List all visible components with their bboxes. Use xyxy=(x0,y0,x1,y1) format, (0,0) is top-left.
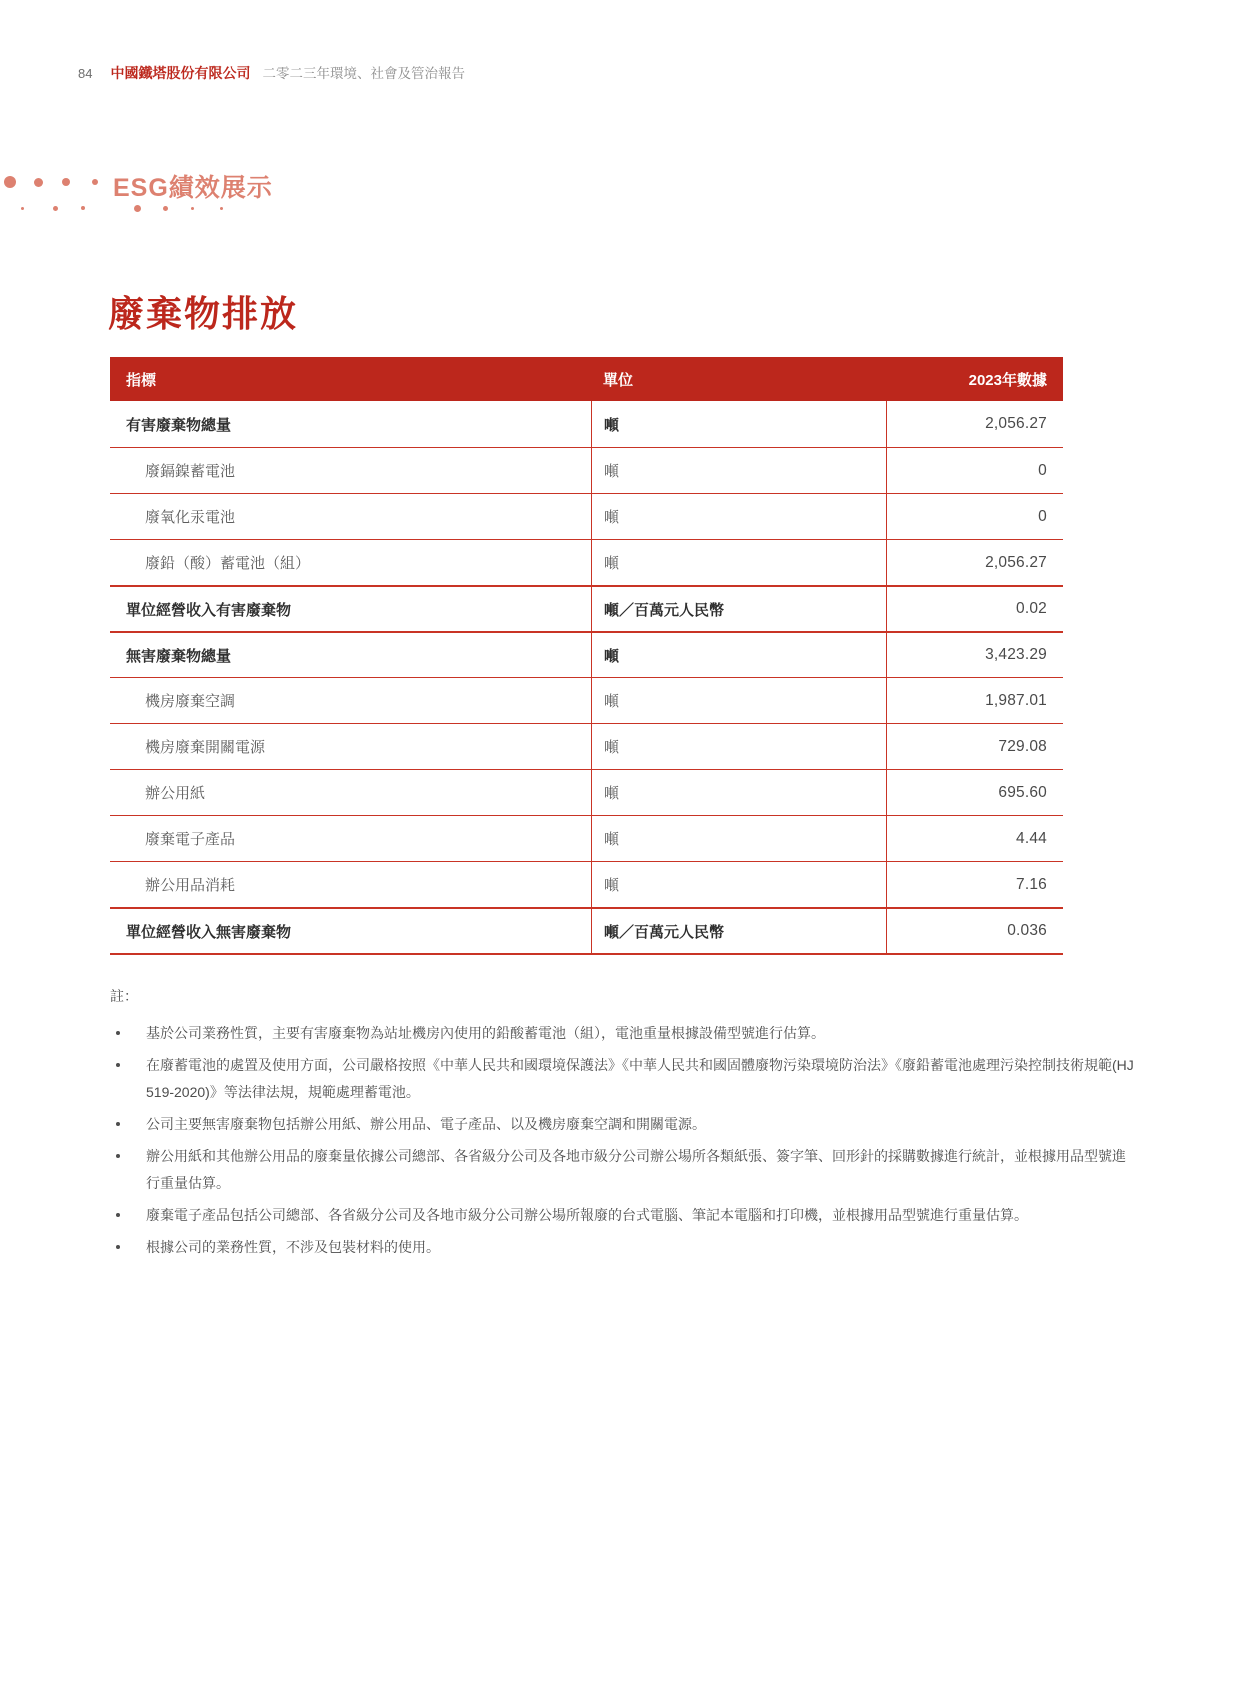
value-cell: 729.08 xyxy=(886,724,1063,769)
value-cell: 7.16 xyxy=(886,862,1063,907)
note-text: 辦公用紙和其他辦公用品的廢棄量依據公司總部、各省級分公司及各地市級分公司辦公場所各類紙張、簽字筆、回形針的採購數據進行統計，並根據用品型號進行重量估算。 xyxy=(146,1148,1126,1191)
note-text: 基於公司業務性質，主要有害廢棄物為站址機房內使用的鉛酸蓄電池（組），電池重量根據設備型號進行估算。 xyxy=(146,1025,825,1041)
bullet-icon xyxy=(116,1213,120,1217)
column-header-indicator: 指標 xyxy=(126,371,157,389)
value-cell: 0.036 xyxy=(886,909,1063,953)
deco-dot-icon xyxy=(81,206,85,210)
unit-cell: 噸 xyxy=(591,401,886,447)
deco-dot-icon xyxy=(191,207,194,210)
unit-cell: 噸 xyxy=(591,862,886,907)
note-item xyxy=(110,1143,1134,1197)
indicator-cell: 單位經營收入無害廢棄物 xyxy=(126,923,292,941)
table-header-row xyxy=(110,357,1063,401)
note-text: 根據公司的業務性質，不涉及包裝材料的使用。 xyxy=(146,1239,440,1255)
note-item xyxy=(110,1234,1134,1261)
indicator-cell: 廢鎘鎳蓄電池 xyxy=(145,463,236,480)
deco-dot-icon xyxy=(134,205,141,212)
bullet-icon xyxy=(116,1063,120,1067)
column-header-unit: 單位 xyxy=(603,371,634,389)
value-cell: 695.60 xyxy=(886,770,1063,815)
deco-dot-icon xyxy=(92,179,98,185)
unit-cell: 噸／百萬元人民幣 xyxy=(591,909,886,953)
page-title: 廢棄物排放 xyxy=(108,293,299,334)
value-cell: 1,987.01 xyxy=(886,678,1063,723)
indicator-cell: 廢鉛（酸）蓄電池（組） xyxy=(145,555,311,572)
table-row xyxy=(110,861,1063,907)
indicator-cell: 機房廢棄開關電源 xyxy=(145,739,266,756)
notes-section xyxy=(110,986,1134,1266)
value-cell: 0 xyxy=(886,448,1063,493)
value-cell: 2,056.27 xyxy=(886,540,1063,585)
bullet-icon xyxy=(116,1245,120,1249)
indicator-cell: 辦公用紙 xyxy=(145,785,206,802)
company-name: 中國鐵塔股份有限公司 xyxy=(110,65,251,81)
notes-list xyxy=(110,1020,1134,1261)
indicator-cell: 有害廢棄物總量 xyxy=(126,416,232,434)
note-text: 在廢蓄電池的處置及使用方面，公司嚴格按照《中華人民共和國環境保護法》《中華人民共和國固體廢物污染環境防治法》《廢鉛蓄電池處理污染控制技術規範(HJ 519-2020)》等法律法規，規範處理蓄電池。 xyxy=(146,1057,1134,1100)
waste-table-body xyxy=(110,401,1063,955)
bullet-icon xyxy=(116,1031,120,1035)
table-row xyxy=(110,493,1063,539)
deco-dot-icon xyxy=(53,206,58,211)
unit-cell: 噸 xyxy=(591,724,886,769)
indicator-cell: 單位經營收入有害廢棄物 xyxy=(126,601,292,619)
column-header-2023-data: 2023年數據 xyxy=(968,371,1047,389)
note-text: 廢棄電子產品包括公司總部、各省級分公司及各地市級分公司辦公場所報廢的台式電腦、筆記本電腦和打印機，並根據用品型號進行重量估算。 xyxy=(146,1207,1028,1223)
page-header xyxy=(78,62,465,83)
note-item xyxy=(110,1111,1134,1138)
bullet-icon xyxy=(116,1122,120,1126)
value-cell: 3,423.29 xyxy=(886,633,1063,677)
page-number: 84 xyxy=(78,66,93,81)
note-item xyxy=(110,1202,1134,1229)
table-row xyxy=(110,539,1063,585)
waste-table xyxy=(110,357,1063,955)
note-item xyxy=(110,1052,1134,1106)
table-row xyxy=(110,585,1063,631)
unit-cell: 噸 xyxy=(591,770,886,815)
value-cell: 0.02 xyxy=(886,587,1063,631)
notes-label: 註： xyxy=(110,988,138,1004)
indicator-cell: 廢氧化汞電池 xyxy=(145,509,236,526)
deco-dot-icon xyxy=(21,207,24,210)
table-row xyxy=(110,631,1063,677)
deco-dot-icon xyxy=(220,207,223,210)
note-text: 公司主要無害廢棄物包括辦公用紙、辦公用品、電子產品、以及機房廢棄空調和開關電源。 xyxy=(146,1116,706,1132)
indicator-cell: 機房廢棄空調 xyxy=(145,693,236,710)
table-row xyxy=(110,447,1063,493)
report-title: 二零二三年環境、社會及管治報告 xyxy=(262,66,465,81)
unit-cell: 噸 xyxy=(591,448,886,493)
indicator-cell: 無害廢棄物總量 xyxy=(126,647,232,665)
unit-cell: 噸／百萬元人民幣 xyxy=(591,587,886,631)
deco-dot-icon xyxy=(34,178,43,187)
unit-cell: 噸 xyxy=(591,816,886,861)
unit-cell: 噸 xyxy=(591,678,886,723)
bullet-icon xyxy=(116,1154,120,1158)
note-item xyxy=(110,1020,1134,1047)
value-cell: 2,056.27 xyxy=(886,401,1063,447)
unit-cell: 噸 xyxy=(591,494,886,539)
deco-dot-icon xyxy=(62,178,70,186)
table-row xyxy=(110,907,1063,953)
table-row xyxy=(110,815,1063,861)
unit-cell: 噸 xyxy=(591,540,886,585)
deco-dot-icon xyxy=(4,176,16,188)
table-row xyxy=(110,769,1063,815)
value-cell: 4.44 xyxy=(886,816,1063,861)
unit-cell: 噸 xyxy=(591,633,886,677)
table-row xyxy=(110,677,1063,723)
deco-dot-icon xyxy=(163,206,168,211)
indicator-cell: 辦公用品消耗 xyxy=(145,877,236,894)
table-row xyxy=(110,401,1063,447)
indicator-cell: 廢棄電子產品 xyxy=(145,831,236,848)
value-cell: 0 xyxy=(886,494,1063,539)
section-title: ESG績效展示 xyxy=(113,174,273,202)
table-row xyxy=(110,723,1063,769)
